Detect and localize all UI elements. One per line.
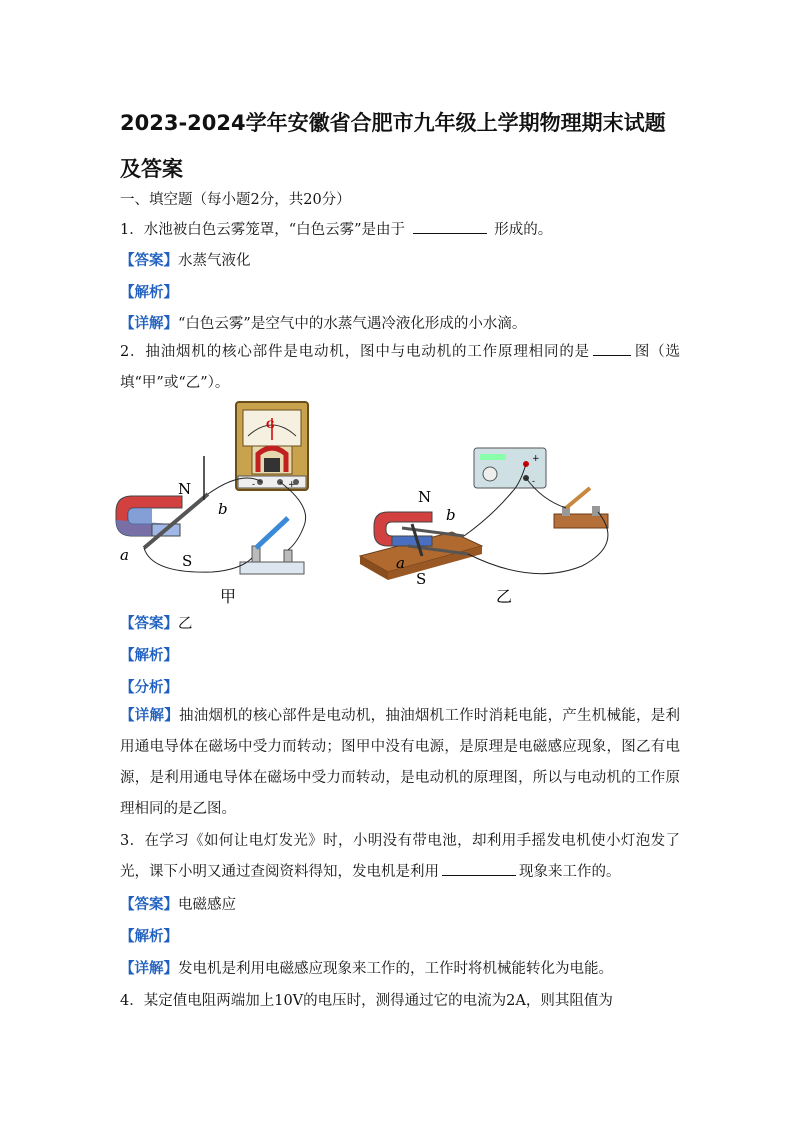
jia-S-label: S bbox=[182, 552, 193, 570]
q2-answer bbox=[120, 612, 193, 633]
answer-tag: 【答案】 bbox=[120, 896, 178, 913]
q1-answer-text: 水蒸气液化 bbox=[178, 253, 251, 269]
fenxi-tag: 【分析】 bbox=[120, 679, 178, 696]
u-magnet-icon bbox=[116, 496, 182, 536]
jia-caption: 甲 bbox=[220, 587, 237, 606]
q2-fenxi bbox=[120, 676, 178, 697]
q2-stem-b: 图（选填“甲”或“乙”）。 bbox=[120, 344, 680, 391]
q3-stem-a: 3．在学习《如何让电灯发光》时，小明没有带电池，却利用手摇发电机使小灯泡发了光，课下小明又通过查阅资料得知，发电机是利用 bbox=[120, 833, 680, 880]
q1-detail bbox=[120, 312, 526, 333]
q1-jiexi bbox=[120, 281, 178, 302]
yi-plus-label: + bbox=[532, 454, 540, 464]
q2-stem-a: 2．抽油烟机的核心部件是电动机，图中与电动机的工作原理相同的是 bbox=[120, 344, 590, 360]
jia-minus-label: - bbox=[252, 480, 256, 490]
q3-answer-text: 电磁感应 bbox=[178, 897, 236, 913]
answer-tag: 【答案】 bbox=[120, 615, 178, 632]
answer-tag: 【答案】 bbox=[120, 252, 178, 269]
q3-detail bbox=[120, 957, 613, 978]
xiangjie-tag: 【详解】 bbox=[120, 960, 178, 977]
q2-jiexi bbox=[120, 644, 178, 665]
q2-stem bbox=[120, 337, 680, 399]
jia-N-label: N bbox=[178, 480, 192, 498]
galvanometer-icon bbox=[236, 402, 308, 490]
q2-blank[interactable] bbox=[593, 341, 631, 356]
figure-jia bbox=[116, 402, 308, 606]
yi-minus-label: - bbox=[532, 477, 536, 487]
jia-G-label: G bbox=[266, 420, 275, 431]
q1-detail-text: “白色云雾”是空气中的水蒸气遇冷液化形成的小水滴。 bbox=[178, 316, 527, 332]
yi-N-label: N bbox=[418, 488, 432, 506]
jiexi-tag: 【解析】 bbox=[120, 284, 178, 301]
jia-a-label: a bbox=[120, 546, 129, 564]
jia-plus-label: + bbox=[288, 480, 296, 490]
q2-figure bbox=[112, 396, 632, 616]
yi-a-label: a bbox=[396, 554, 405, 572]
page-title: 2023-2024学年安徽省合肥市九年级上学期物理期末试题及答案 bbox=[120, 111, 666, 181]
q3-blank[interactable] bbox=[442, 861, 516, 876]
q1-stem bbox=[120, 218, 552, 239]
jiexi-tag: 【解析】 bbox=[120, 928, 178, 945]
jiexi-tag: 【解析】 bbox=[120, 647, 178, 664]
section-heading: 一、填空题（每小题2分，共20分） bbox=[120, 192, 351, 208]
q3-answer bbox=[120, 893, 236, 914]
figure-yi bbox=[360, 448, 608, 606]
q4-stem: 4．某定值电阻两端加上10V的电压时，测得通过它的电流为2A，则其阻值为 bbox=[120, 993, 613, 1009]
jia-b-label: b bbox=[218, 500, 228, 518]
q3-detail-text: 发电机是利用电磁感应现象来工作的，工作时将机械能转化为电能。 bbox=[178, 961, 613, 977]
q3-stem-b: 现象来工作的。 bbox=[519, 864, 621, 880]
q3-stem bbox=[120, 826, 680, 888]
q2-detail-text: 抽油烟机的核心部件是电动机，抽油烟机工作时消耗电能，产生机械能，是利用通电导体在磁场中受力而转动；图甲中没有电源，是原理是电磁感应现象，图乙有电源，是利用通电导体在磁场中受力而转动，是电动机的原理图，所以与电动机的工作原理相同的是乙图。 bbox=[120, 708, 681, 817]
q1-blank[interactable] bbox=[413, 219, 487, 234]
q1-answer bbox=[120, 249, 251, 270]
q2-figure-svg bbox=[112, 396, 632, 612]
yi-b-label: b bbox=[446, 506, 456, 524]
switch-icon bbox=[240, 518, 304, 574]
q2-answer-text: 乙 bbox=[178, 616, 193, 632]
xiangjie-tag: 【详解】 bbox=[120, 707, 179, 724]
q1-stem-a: 1．水池被白色云雾笼罩，“白色云雾”是由于 bbox=[120, 222, 406, 238]
q1-stem-b: 形成的。 bbox=[494, 222, 553, 238]
yi-S-label: S bbox=[416, 570, 427, 588]
knife-switch-icon bbox=[554, 488, 608, 528]
yi-caption: 乙 bbox=[496, 587, 513, 606]
xiangjie-tag: 【详解】 bbox=[120, 315, 178, 332]
q3-jiexi bbox=[120, 925, 178, 946]
q2-detail bbox=[120, 700, 680, 825]
